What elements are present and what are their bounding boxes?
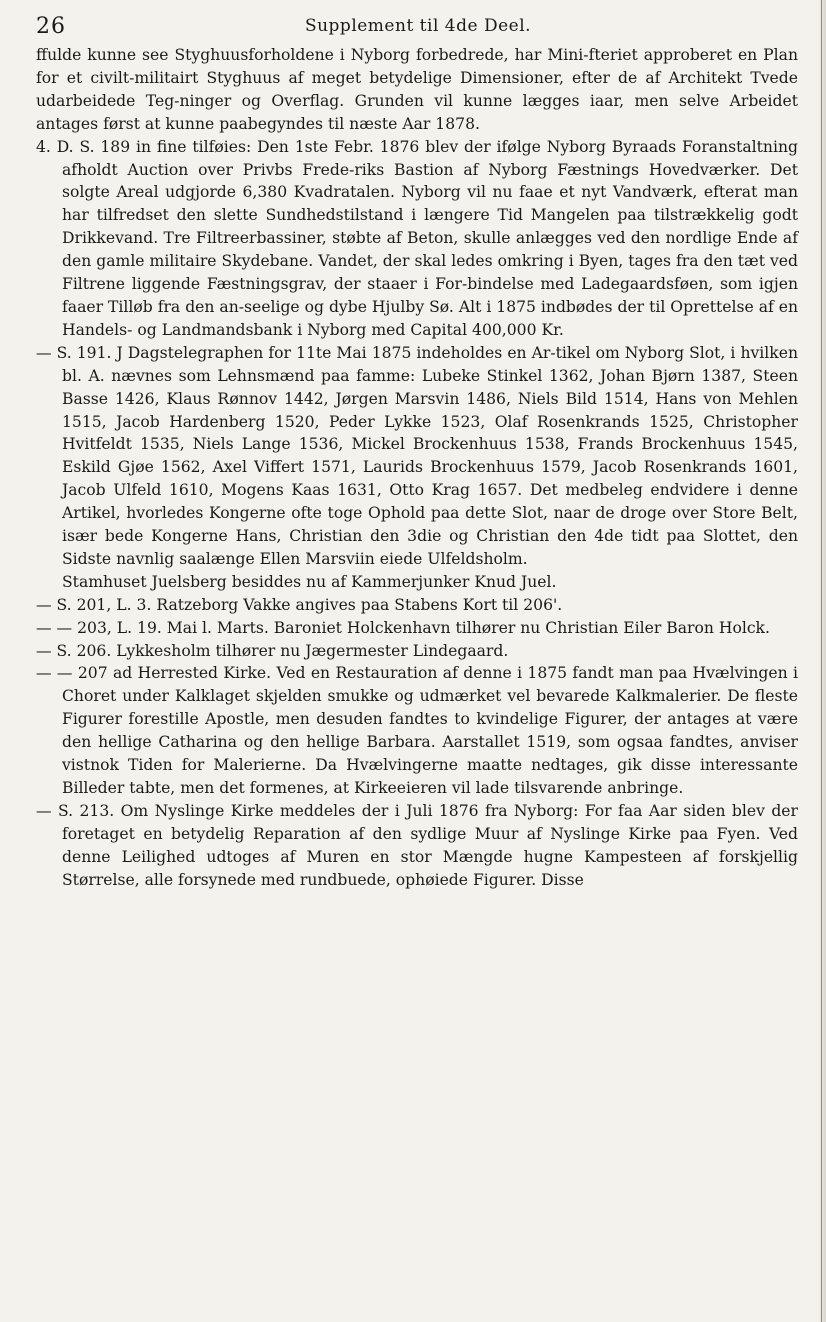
page-edge-line (821, 0, 822, 1322)
paragraph-item-203: — — 203, L. 19. Mai l. Marts. Baroniet Holckenhavn tilhører nu Christian Eiler Baron Holck. (36, 618, 770, 637)
paragraph-continuation: ffulde kunne see Styghuusforholdene i Nyborg forbedrede, har Mini-fteriet approberet en Plan for et civilt-militairt Styghuus af meget betydelige Dimensioner, efter de af Architekt Tvede udarbeidede Teg-ninger og Overflag. Grunden vil kunne lægges iaar, men selve Arbeidet antages først at kunne paabegyndes til næste Aar 1878. (36, 46, 798, 133)
paragraph-stamhuset: Stamhuset Juelsberg besiddes nu af Kammerjunker Knud Juel. (62, 572, 557, 591)
paragraph-item-s213: — S. 213. Om Nyslinge Kirke meddeles der i Juli 1876 fra Nyborg: For faa Aar siden blev der foretaget en betydelig Reparation af den sydlige Muur af Nyslinge Kirke paa Fyen. Ved denne Leilighed udtoges af Muren en stor Mængde hugne Kampesteen af forskjellig Størrelse, alle forsynede med rundbuede, ophøiede Figurer. Disse (36, 801, 798, 889)
page-number: 26 (36, 14, 66, 39)
paragraph-item-4: 4. D. S. 189 in fine tilføies: Den 1ste Febr. 1876 blev der ifølge Nyborg Byraads Foranstaltning afholdt Auction over Privbs Frede-riks Bastion af Nyborg Fæstnings Hovedværker. Det solgte Areal udgjorde 6,380 Kvadratalen. Nyborg vil nu faae et nyt Vandværk, efterat man har tilfredset den slette Sundhedstilstand i længere Tid Mangelen paa tilstrækkelig godt Drikkevand. Tre Filtreerbassiner, støbte af Beton, skulle anlægges ved den nordlige Ende af den gamle militaire Skydebane. Vandet, der skal ledes omkring i Byen, tages fra den tæt ved Filtrene liggende Fæstningsgrav, der staaer i For-bindelse med Ladegaardsføen, som igjen faaer Tilløb fra den an-seelige og dybe Hjulby Sø. Alt i 1875 indbødes der til Oprettelse af en Handels- og Landmandsbank i Nyborg med Capital 400,000 Kr. (36, 137, 798, 339)
paragraph-item-s191: — S. 191. J Dagstelegraphen for 11te Mai 1875 indeholdes en Ar-tikel om Nyborg Slot, i hvilken bl. A. nævnes som Lehnsmænd paa famme: Lubeke Stinkel 1362, Johan Bjørn 1387, Steen Basse 1426, Klaus Rønnov 1442, Jørgen Marsvin 1486, Niels Bild 1514, Hans von Mehlen 1515, Jacob Hardenberg 1520, Peder Lykke 1523, Olaf Rosenkrands 1525, Christopher Hvitfeldt 1535, Niels Lange 1536, Mickel Brockenhuus 1538, Frands Brockenhuus 1545, Eskild Gjøe 1562, Axel Viffert 1571, Laurids Brockenhuus 1579, Jacob Rosenkrands 1601, Jacob Ulfeld 1610, Mogens Kaas 1631, Otto Krag 1657. Det medbeleg endvidere i denne Artikel, hvorledes Kongerne ofte toge Ophold paa dette Slot, naar de droge over Store Belt, især bede Kongerne Hans, Christian den 3die og Christian den 4de tidt paa Slottet, den Sidste navnlig saalænge Ellen Marsviin eiede Ulfeldsholm. (36, 343, 798, 568)
page-header (36, 10, 800, 42)
paragraph-item-s201: — S. 201, L. 3. Ratzeborg Vakke angives paa Stabens Kort til 206'. (36, 595, 563, 614)
page-edge-shadow (818, 0, 826, 1322)
paragraph-item-s206: — S. 206. Lykkesholm tilhører nu Jægermester Lindegaard. (36, 641, 509, 660)
paragraph-item-207: — — 207 ad Herrested Kirke. Ved en Restauration af denne i 1875 fandt man paa Hvælvingen i Choret under Kalklaget skjelden smukke og udmærket vel bevarede Kalkmalerier. De fleste Figurer forestille Apostle, men desuden fandtes to kvindelige Figurer, der antages at være den hellige Catharina og den hellige Barbara. Aarstallet 1519, som ogsaa fandtes, anviser vistnok Tiden for Malerierne. Da Hvælvingerne maatte nedtages, gik disse interessante Billeder tabte, men det formenes, at Kirkeeieren vil lade tilsvarende anbringe. (36, 664, 798, 797)
running-title: Supplement til 4de Deel. (304, 16, 532, 36)
body-text (36, 44, 798, 892)
